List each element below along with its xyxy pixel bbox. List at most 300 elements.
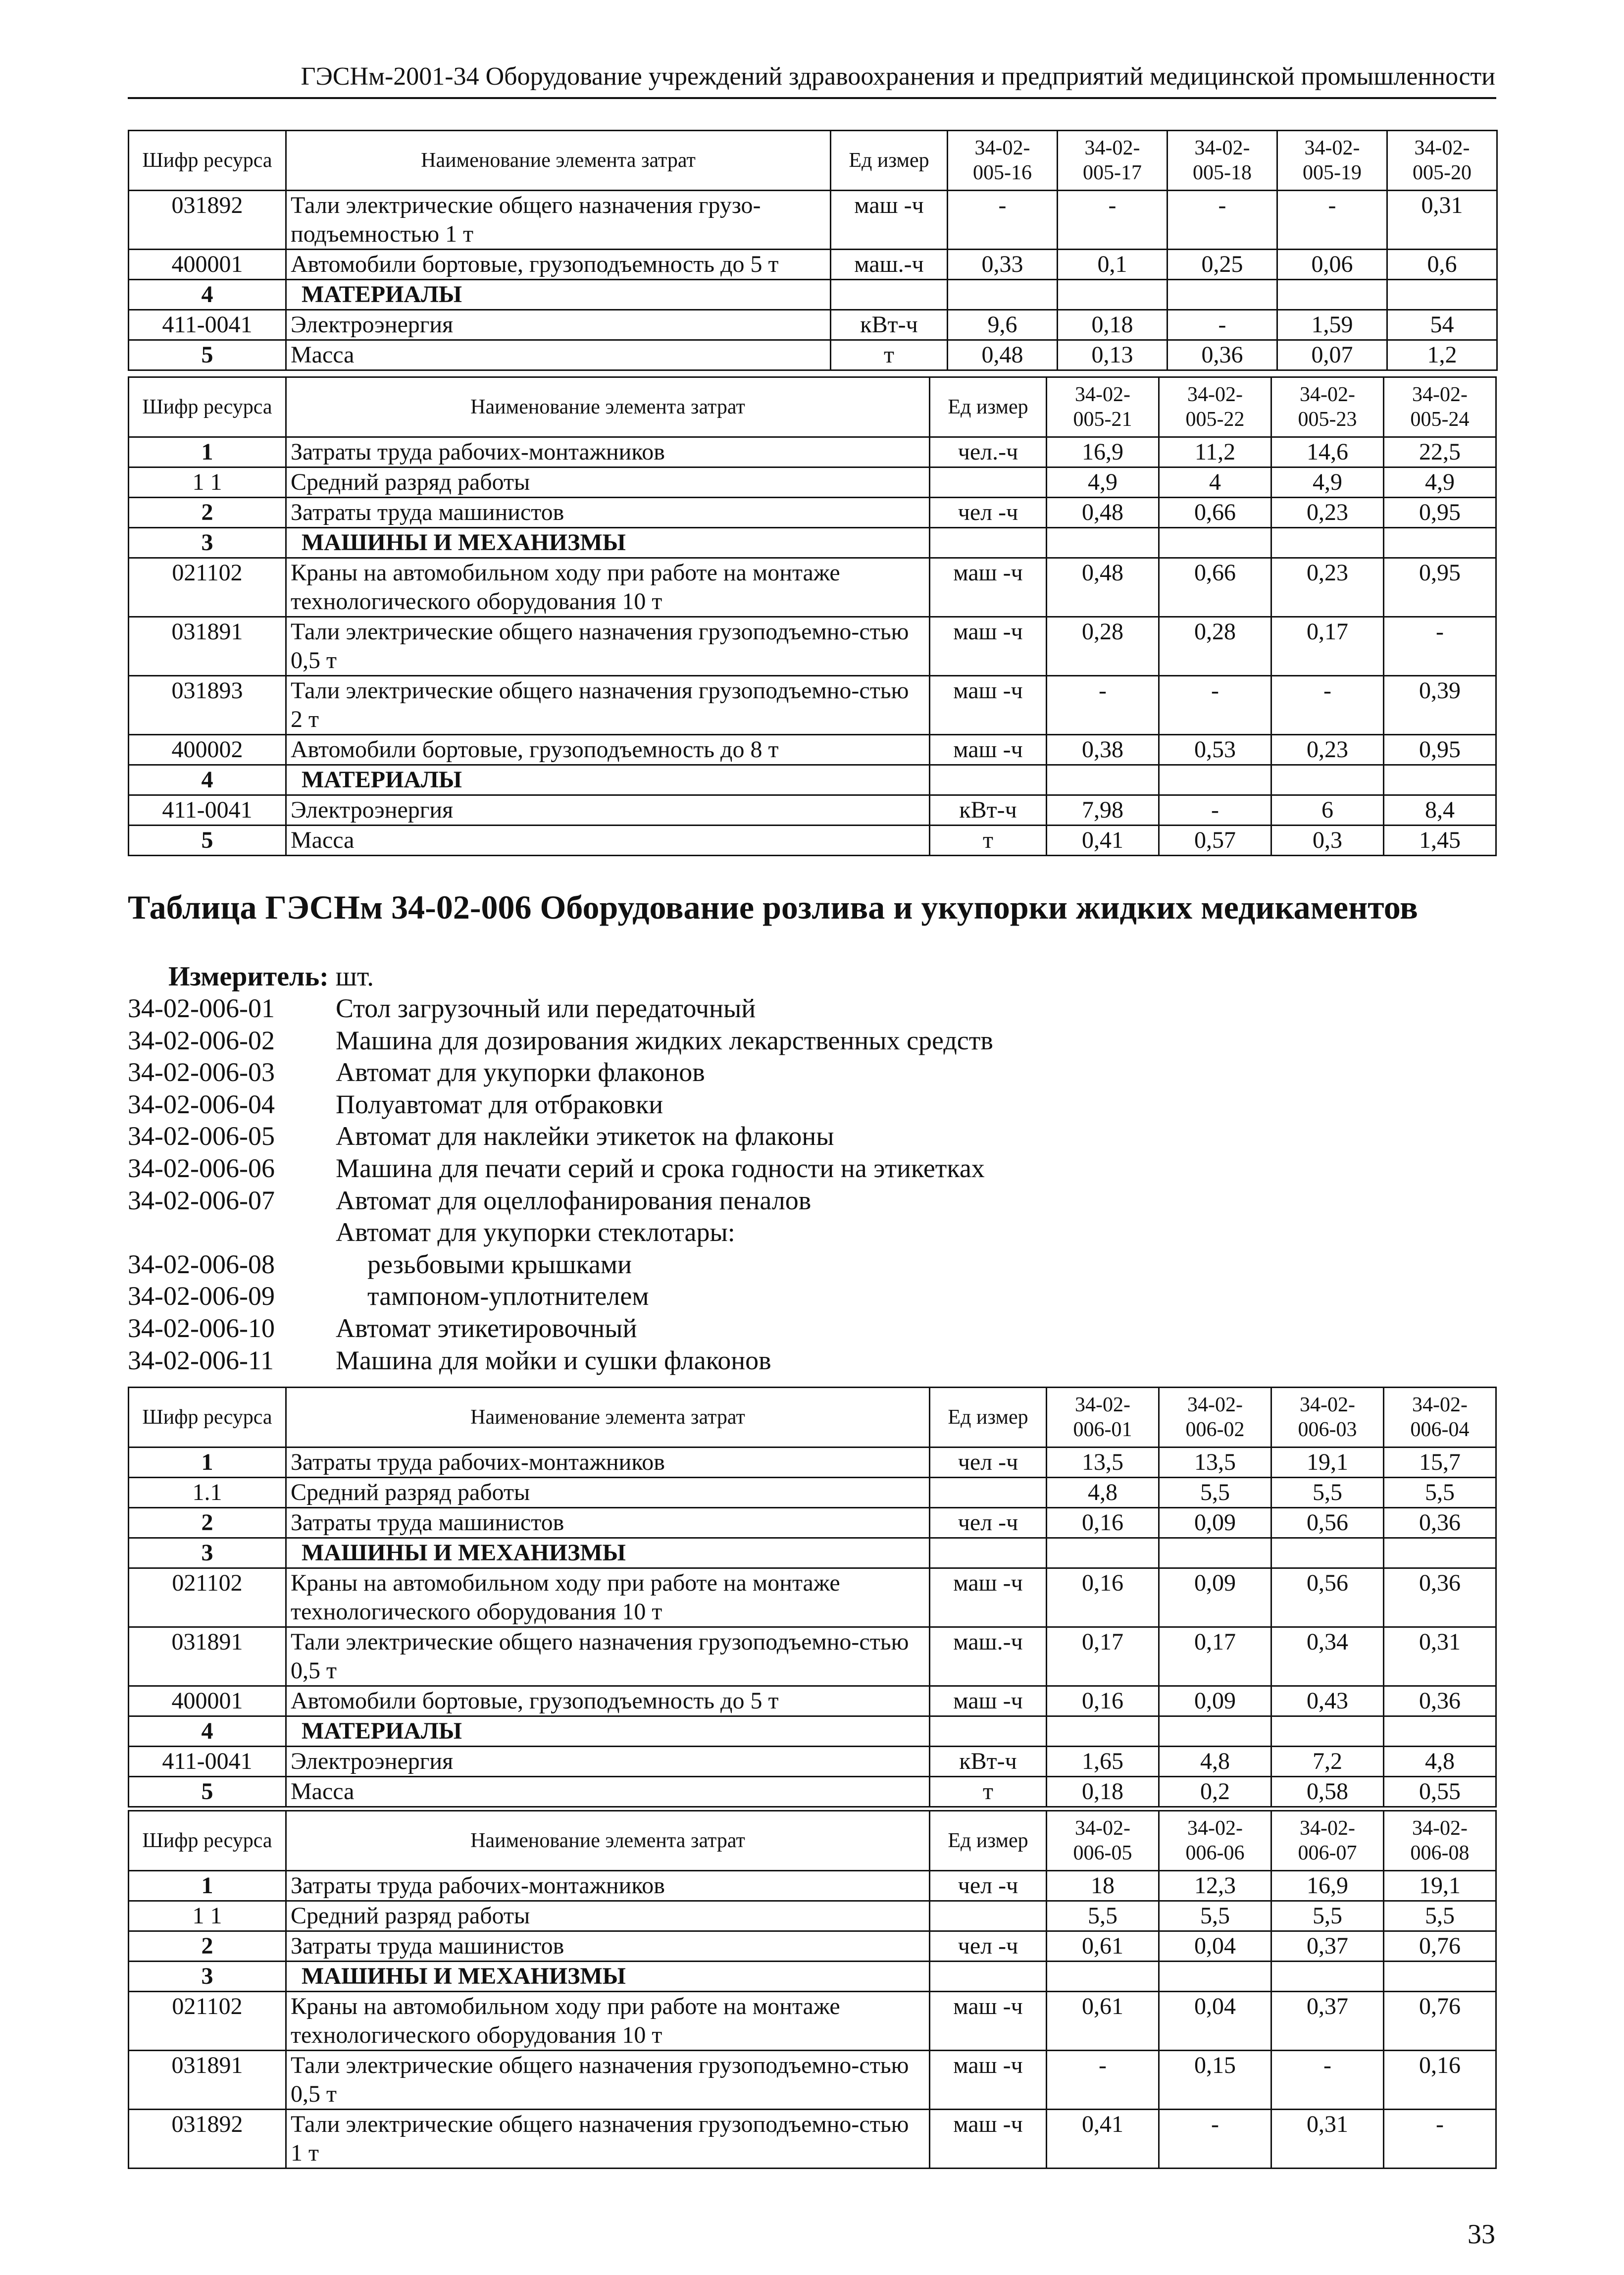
cost-element-name: МАТЕРИАЛЫ <box>286 765 930 795</box>
list-item <box>128 1025 1267 1057</box>
resource-code: 411-0041 <box>129 310 286 340</box>
norm-value: 1,45 <box>1384 826 1496 856</box>
norm-value: 0,34 <box>1271 1627 1384 1686</box>
norm-code-suffix: 005-20 <box>1413 161 1472 184</box>
norm-value: 0,15 <box>1159 2051 1271 2110</box>
norm-value: 0,39 <box>1384 676 1496 735</box>
item-text: резьбовыми крышками <box>367 1249 632 1279</box>
resource-code: 031891 <box>129 1627 286 1686</box>
cost-element-name: Автомобили бортовые, грузоподъемность до 5 т <box>286 250 831 280</box>
norm-code-prefix: 34-02- <box>1187 383 1243 406</box>
norm-value: 19,1 <box>1384 1871 1496 1901</box>
resource-table-006-01-04 <box>128 1387 1497 1808</box>
list-item <box>128 1120 1267 1152</box>
norm-value: 0,23 <box>1271 498 1384 528</box>
cost-element-name: Затраты труда рабочих-монтажников <box>286 1448 930 1478</box>
norm-value: 5,5 <box>1047 1901 1159 1931</box>
cost-element-name: Автомобили бортовые, грузоподъемность до 8 т <box>286 735 930 765</box>
running-header: ГЭСНм-2001-34 Оборудование учреждений здравоохранения и предприятий медицинской промышленности <box>301 62 1495 91</box>
unit-of-measure: кВт-ч <box>930 1747 1047 1777</box>
norm-value: 0,95 <box>1384 735 1496 765</box>
item-text: тампоном-уплотнителем <box>367 1281 649 1311</box>
norm-code-prefix: 34-02- <box>1084 137 1140 159</box>
norm-value: 4,9 <box>1047 467 1159 498</box>
table-row <box>129 1992 1496 2051</box>
item-code: 34-02-006-02 <box>128 1025 275 1055</box>
norm-value <box>1047 1716 1159 1747</box>
resource-code: 031892 <box>129 2110 286 2169</box>
norm-value <box>1047 765 1159 795</box>
norm-code-suffix: 006-01 <box>1073 1418 1132 1441</box>
resource-code: 1 1 <box>129 467 286 498</box>
norm-value <box>1384 528 1496 558</box>
resource-code: 5 <box>129 826 286 856</box>
norm-value: 0,41 <box>1047 2110 1159 2169</box>
norm-column-header <box>1387 131 1497 191</box>
cost-element-name: Электроэнергия <box>286 1747 930 1777</box>
norm-value <box>1271 1962 1384 1992</box>
section-row <box>129 765 1496 795</box>
norm-value: 0,53 <box>1159 735 1271 765</box>
unit-of-measure: чел -ч <box>930 498 1047 528</box>
norm-value: 4,9 <box>1384 467 1496 498</box>
section-row <box>129 1538 1496 1568</box>
norm-value <box>1387 280 1497 310</box>
norm-value: 5,5 <box>1271 1478 1384 1508</box>
norm-value: 5,5 <box>1159 1901 1271 1931</box>
norm-column-header <box>1047 377 1159 437</box>
unit-of-measure: кВт-ч <box>930 795 1047 826</box>
unit-of-measure <box>930 1901 1047 1931</box>
resource-code: 031891 <box>129 2051 286 2110</box>
list-item <box>128 1152 1267 1185</box>
unit-of-measure: чел -ч <box>930 1931 1047 1962</box>
unit-of-measure <box>930 528 1047 558</box>
norm-value: 0,16 <box>1384 2051 1496 2110</box>
norm-value: - <box>1277 191 1387 250</box>
norm-value: 0,48 <box>948 340 1058 370</box>
item-list <box>128 992 1267 1376</box>
norm-code-suffix: 006-02 <box>1185 1418 1245 1441</box>
section-row <box>129 1716 1496 1747</box>
cost-element-name: Тали электрические общего назначения грузо-подъемностью 1 т <box>286 191 831 250</box>
norm-value: 0,61 <box>1047 1992 1159 2051</box>
table-row <box>129 1448 1496 1478</box>
section-row <box>129 280 1497 310</box>
unit-column-header: Ед измер <box>930 377 1047 437</box>
norm-code-prefix: 34-02- <box>1412 383 1468 406</box>
resource-table-005-21-24 <box>128 376 1497 856</box>
header-row <box>129 377 1496 437</box>
table-row <box>129 1777 1496 1807</box>
cost-element-name: Затраты труда машинистов <box>286 1931 930 1962</box>
norm-value: 0,18 <box>1058 310 1167 340</box>
norm-code-suffix: 005-21 <box>1073 408 1132 431</box>
norm-value <box>948 280 1058 310</box>
norm-value: 4,9 <box>1271 467 1384 498</box>
norm-value: 1,59 <box>1277 310 1387 340</box>
norm-value: 0,57 <box>1159 826 1271 856</box>
norm-value: 0,56 <box>1271 1568 1384 1627</box>
cost-element-name: МАТЕРИАЛЫ <box>286 1716 930 1747</box>
norm-value: 0,95 <box>1384 558 1496 617</box>
norm-value <box>1159 765 1271 795</box>
norm-value <box>1384 1716 1496 1747</box>
cost-element-name: Электроэнергия <box>286 795 930 826</box>
table-row <box>129 1568 1496 1627</box>
norm-value <box>1277 280 1387 310</box>
norm-value <box>1047 1538 1159 1568</box>
norm-value: 5,5 <box>1384 1478 1496 1508</box>
list-item <box>128 1248 1267 1281</box>
resource-code: 5 <box>129 1777 286 1807</box>
norm-column-header <box>1384 1388 1496 1448</box>
norm-value <box>1159 1538 1271 1568</box>
resource-code: 400001 <box>129 250 286 280</box>
item-code: 34-02-006-01 <box>128 993 275 1023</box>
norm-value: - <box>1159 676 1271 735</box>
norm-value: 6 <box>1271 795 1384 826</box>
norm-column-header <box>1058 131 1167 191</box>
item-code: 34-02-006-08 <box>128 1249 275 1279</box>
norm-value: 0,31 <box>1271 2110 1384 2169</box>
norm-code-prefix: 34-02- <box>1075 383 1130 406</box>
name-column-header: Наименование элемента затрат <box>286 131 831 191</box>
norm-value: 7,98 <box>1047 795 1159 826</box>
cost-element-name: Масса <box>286 1777 930 1807</box>
norm-value <box>1047 528 1159 558</box>
norm-code-prefix: 34-02- <box>1187 1394 1243 1416</box>
cost-element-name: Краны на автомобильном ходу при работе на монтаже технологического оборудования 10 т <box>286 558 930 617</box>
norm-value <box>1384 1538 1496 1568</box>
norm-value: - <box>1271 676 1384 735</box>
cost-element-name: Средний разряд работы <box>286 467 930 498</box>
resource-code: 2 <box>129 1931 286 1962</box>
resource-code: 4 <box>129 765 286 795</box>
unit-of-measure: чел -ч <box>930 1448 1047 1478</box>
table-row <box>129 1508 1496 1538</box>
norm-code-suffix: 005-24 <box>1410 408 1470 431</box>
item-text: Стол загрузочный или передаточный <box>336 993 756 1023</box>
norm-value: 0,48 <box>1047 498 1159 528</box>
norm-value <box>1271 1716 1384 1747</box>
norm-value: 0,48 <box>1047 558 1159 617</box>
item-text: Полуавтомат для отбраковки <box>336 1089 663 1119</box>
unit-of-measure: т <box>930 1777 1047 1807</box>
cost-element-name: МАШИНЫ И МЕХАНИЗМЫ <box>286 528 930 558</box>
item-text: Машина для мойки и сушки флаконов <box>336 1345 771 1375</box>
resource-code: 1 <box>129 1871 286 1901</box>
norm-value: 54 <box>1387 310 1497 340</box>
norm-value: 0,13 <box>1058 340 1167 370</box>
table-row <box>129 1747 1496 1777</box>
list-item <box>128 1280 1267 1312</box>
norm-value: 0,23 <box>1271 735 1384 765</box>
norm-value: - <box>1058 191 1167 250</box>
item-text: Машина для дозирования жидких лекарственных средств <box>336 1025 993 1055</box>
cost-element-name: Затраты труда рабочих-монтажников <box>286 437 930 467</box>
norm-value <box>1167 280 1277 310</box>
meter <box>168 961 374 992</box>
unit-of-measure: маш -ч <box>930 2110 1047 2169</box>
list-item <box>128 1312 1267 1344</box>
norm-value: - <box>1047 2051 1159 2110</box>
resource-code: 3 <box>129 528 286 558</box>
norm-column-header <box>1159 1811 1271 1871</box>
unit-of-measure <box>930 467 1047 498</box>
norm-value <box>1384 1962 1496 1992</box>
header-row <box>129 1388 1496 1448</box>
norm-value: 0,36 <box>1167 340 1277 370</box>
norm-value: 13,5 <box>1047 1448 1159 1478</box>
list-item <box>128 1216 1267 1248</box>
cost-element-name: Автомобили бортовые, грузоподъемность до 5 т <box>286 1686 930 1716</box>
resource-code: 5 <box>129 340 286 370</box>
norm-value: 0,37 <box>1271 1931 1384 1962</box>
norm-value: 0,17 <box>1159 1627 1271 1686</box>
resource-code: 031893 <box>129 676 286 735</box>
unit-column-header: Ед измер <box>930 1388 1047 1448</box>
norm-code-suffix: 005-23 <box>1298 408 1357 431</box>
norm-value <box>1058 280 1167 310</box>
norm-value: 0,18 <box>1047 1777 1159 1807</box>
table-row <box>129 250 1497 280</box>
resource-code: 1 <box>129 437 286 467</box>
item-text: Автомат для укупорки стеклотары: <box>336 1217 735 1247</box>
unit-of-measure <box>930 1962 1047 1992</box>
norm-code-prefix: 34-02- <box>1300 1817 1355 1840</box>
table-row <box>129 676 1496 735</box>
item-code: 34-02-006-07 <box>128 1185 275 1215</box>
cost-element-name: МАТЕРИАЛЫ <box>286 280 831 310</box>
unit-of-measure: маш -ч <box>930 617 1047 676</box>
unit-of-measure: маш -ч <box>930 1992 1047 2051</box>
item-code: 34-02-006-06 <box>128 1153 275 1183</box>
cost-element-name: Масса <box>286 826 930 856</box>
norm-code-prefix: 34-02- <box>1412 1817 1468 1840</box>
code-column-header: Шифр ресурса <box>129 131 286 191</box>
norm-code-prefix: 34-02- <box>1194 137 1250 159</box>
norm-value: 0,17 <box>1047 1627 1159 1686</box>
list-item <box>128 1056 1267 1088</box>
unit-of-measure: кВт-ч <box>831 310 948 340</box>
unit-of-measure <box>930 765 1047 795</box>
norm-value: 0,36 <box>1384 1686 1496 1716</box>
unit-of-measure <box>930 1716 1047 1747</box>
name-column-header: Наименование элемента затрат <box>286 1811 930 1871</box>
resource-code: 3 <box>129 1538 286 1568</box>
unit-of-measure: т <box>831 340 948 370</box>
norm-code-suffix: 006-04 <box>1410 1418 1470 1441</box>
norm-code-prefix: 34-02- <box>1187 1817 1243 1840</box>
table-row <box>129 310 1497 340</box>
unit-of-measure: маш.-ч <box>930 1627 1047 1686</box>
unit-of-measure: маш -ч <box>831 191 948 250</box>
norm-value: 0,07 <box>1277 340 1387 370</box>
norm-code-suffix: 005-17 <box>1083 161 1142 184</box>
norm-code-prefix: 34-02- <box>1412 1394 1468 1416</box>
name-column-header: Наименование элемента затрат <box>286 377 930 437</box>
header-row <box>129 1811 1496 1871</box>
unit-of-measure: чел -ч <box>930 1871 1047 1901</box>
item-code: 34-02-006-04 <box>128 1089 275 1119</box>
unit-of-measure <box>930 1478 1047 1508</box>
code-column-header: Шифр ресурса <box>129 1388 286 1448</box>
norm-column-header <box>1167 131 1277 191</box>
norm-value: 13,5 <box>1159 1448 1271 1478</box>
norm-code-suffix: 006-03 <box>1298 1418 1357 1441</box>
norm-value: 0,66 <box>1159 558 1271 617</box>
norm-value: 0,61 <box>1047 1931 1159 1962</box>
norm-code-suffix: 005-18 <box>1193 161 1252 184</box>
code-column-header: Шифр ресурса <box>129 1811 286 1871</box>
item-code <box>128 1216 336 1248</box>
table-row <box>129 1627 1496 1686</box>
norm-value: 18 <box>1047 1871 1159 1901</box>
norm-value: 4,8 <box>1047 1478 1159 1508</box>
norm-value: 0,38 <box>1047 735 1159 765</box>
cost-element-name: Электроэнергия <box>286 310 831 340</box>
cost-element-name: МАШИНЫ И МЕХАНИЗМЫ <box>286 1962 930 1992</box>
norm-value: 0,1 <box>1058 250 1167 280</box>
norm-value: 0,41 <box>1047 826 1159 856</box>
header-rule <box>128 97 1496 99</box>
resource-code: 2 <box>129 498 286 528</box>
norm-value: - <box>1159 2110 1271 2169</box>
item-code: 34-02-006-09 <box>128 1281 275 1311</box>
norm-value: 0,28 <box>1047 617 1159 676</box>
table-row <box>129 1931 1496 1962</box>
item-text: Машина для печати серий и срока годности на этикетках <box>336 1153 985 1183</box>
resource-code: 4 <box>129 1716 286 1747</box>
item-text: Автомат для укупорки флаконов <box>336 1057 705 1087</box>
norm-value: 0,33 <box>948 250 1058 280</box>
resource-code: 021102 <box>129 1992 286 2051</box>
table-row <box>129 1686 1496 1716</box>
table-row <box>129 795 1496 826</box>
item-text: Автомат для наклейки этикеток на флаконы <box>336 1121 834 1151</box>
norm-value: 0,28 <box>1159 617 1271 676</box>
norm-value: 0,31 <box>1387 191 1497 250</box>
norm-column-header <box>1384 377 1496 437</box>
table-row <box>129 2110 1496 2169</box>
table-row <box>129 558 1496 617</box>
list-item <box>128 1344 1267 1377</box>
unit-of-measure: маш -ч <box>930 2051 1047 2110</box>
resource-code: 1 <box>129 1448 286 1478</box>
resource-code: 021102 <box>129 1568 286 1627</box>
cost-element-name: Тали электрические общего назначения грузоподъемно-стью 2 т <box>286 676 930 735</box>
list-item <box>128 992 1267 1025</box>
table-row <box>129 191 1497 250</box>
norm-value: 0,04 <box>1159 1931 1271 1962</box>
table-row <box>129 1871 1496 1901</box>
resource-code: 4 <box>129 280 286 310</box>
norm-value: 15,7 <box>1384 1448 1496 1478</box>
norm-value: 4 <box>1159 467 1271 498</box>
norm-value: 0,95 <box>1384 498 1496 528</box>
norm-value: 0,17 <box>1271 617 1384 676</box>
table-title: Таблица ГЭСНм 34-02-006 Оборудование розлива и укупорки жидких медикаментов <box>128 888 1418 926</box>
norm-code-prefix: 34-02- <box>1414 137 1470 159</box>
norm-value <box>1271 528 1384 558</box>
cost-element-name: МАШИНЫ И МЕХАНИЗМЫ <box>286 1538 930 1568</box>
norm-value: 4,8 <box>1384 1747 1496 1777</box>
cost-element-name: Масса <box>286 340 831 370</box>
cost-element-name: Тали электрические общего назначения грузоподъемно-стью 0,5 т <box>286 1627 930 1686</box>
norm-value <box>1159 528 1271 558</box>
item-code: 34-02-006-03 <box>128 1057 275 1087</box>
table-row <box>129 498 1496 528</box>
item-code: 34-02-006-05 <box>128 1121 275 1151</box>
item-code: 34-02-006-11 <box>128 1345 274 1375</box>
resource-code: 021102 <box>129 558 286 617</box>
norm-code-suffix: 006-06 <box>1185 1842 1245 1864</box>
norm-value: 0,6 <box>1387 250 1497 280</box>
norm-value <box>1384 765 1496 795</box>
norm-value: 0,23 <box>1271 558 1384 617</box>
norm-code-prefix: 34-02- <box>1300 383 1355 406</box>
norm-code-prefix: 34-02- <box>1075 1817 1130 1840</box>
norm-code-prefix: 34-02- <box>1304 137 1360 159</box>
norm-code-prefix: 34-02- <box>974 137 1030 159</box>
norm-value: - <box>1384 2110 1496 2169</box>
cost-element-name: Средний разряд работы <box>286 1901 930 1931</box>
norm-code-suffix: 006-07 <box>1298 1842 1357 1864</box>
norm-value: 0,55 <box>1384 1777 1496 1807</box>
cost-element-name: Затраты труда машинистов <box>286 498 930 528</box>
norm-value: 12,3 <box>1159 1871 1271 1901</box>
resource-table-006-05-08 <box>128 1810 1497 2169</box>
norm-value: 5,5 <box>1271 1901 1384 1931</box>
norm-value: - <box>1384 617 1496 676</box>
norm-value: 0,25 <box>1167 250 1277 280</box>
norm-value: 0,36 <box>1384 1568 1496 1627</box>
unit-of-measure: маш -ч <box>930 735 1047 765</box>
cost-element-name: Тали электрические общего назначения грузоподъемно-стью 1 т <box>286 2110 930 2169</box>
norm-value: 14,6 <box>1271 437 1384 467</box>
norm-value: 8,4 <box>1384 795 1496 826</box>
norm-code-suffix: 005-22 <box>1185 408 1245 431</box>
unit-of-measure: т <box>930 826 1047 856</box>
norm-value: 5,5 <box>1159 1478 1271 1508</box>
meter-value: шт. <box>335 961 374 992</box>
norm-value: 0,3 <box>1271 826 1384 856</box>
unit-column-header: Ед измер <box>930 1811 1047 1871</box>
cost-element-name: Средний разряд работы <box>286 1478 930 1508</box>
table-row <box>129 1901 1496 1931</box>
item-code: 34-02-006-10 <box>128 1313 275 1343</box>
norm-value: 0,58 <box>1271 1777 1384 1807</box>
section-row <box>129 1962 1496 1992</box>
page-number: 33 <box>1468 2219 1495 2250</box>
resource-code: 2 <box>129 1508 286 1538</box>
table-row <box>129 735 1496 765</box>
resource-table-005-16-20 <box>128 130 1498 371</box>
norm-code-suffix: 005-16 <box>973 161 1032 184</box>
norm-value: 16,9 <box>1047 437 1159 467</box>
norm-value: 0,16 <box>1047 1508 1159 1538</box>
norm-code-suffix: 005-19 <box>1303 161 1362 184</box>
norm-column-header <box>1159 377 1271 437</box>
norm-column-header <box>948 131 1058 191</box>
list-item <box>128 1185 1267 1217</box>
norm-column-header <box>1271 377 1384 437</box>
list-item <box>128 1088 1267 1121</box>
unit-of-measure <box>831 280 948 310</box>
item-text: Автомат этикетировочный <box>336 1313 637 1343</box>
norm-column-header <box>1277 131 1387 191</box>
